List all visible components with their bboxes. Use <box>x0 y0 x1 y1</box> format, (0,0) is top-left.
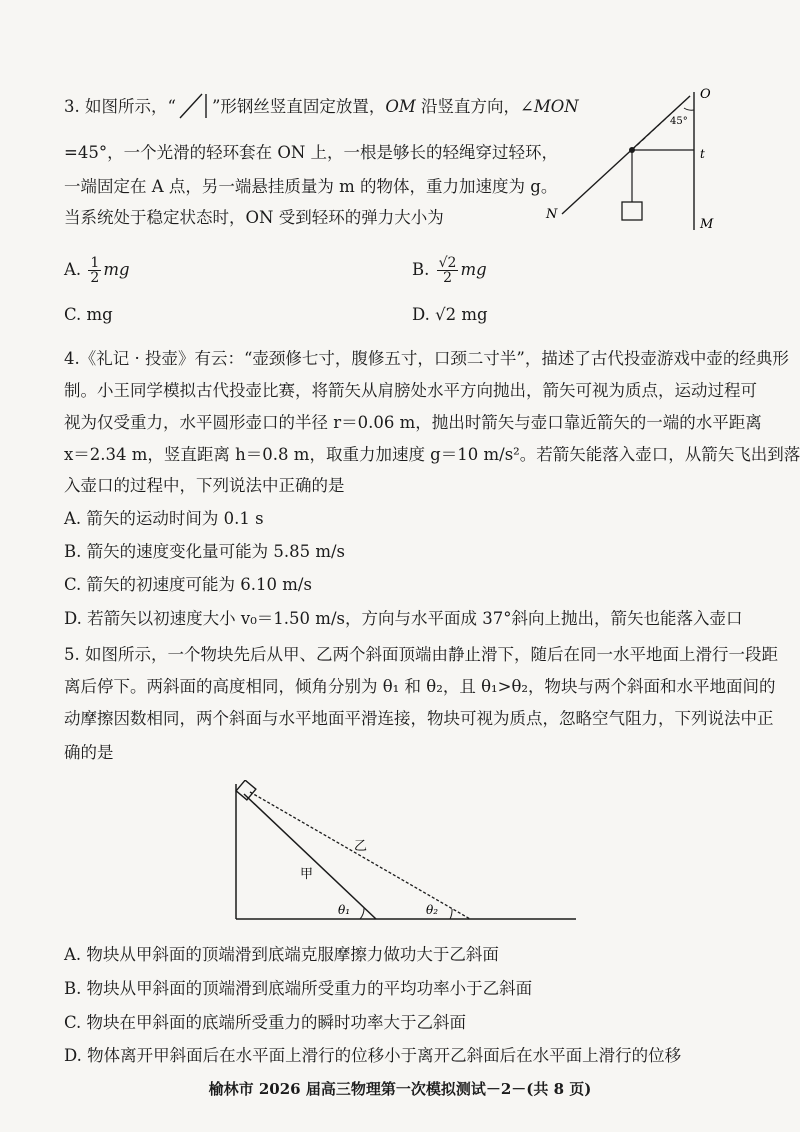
q3-option-a[interactable]: A. $\frac{1}{2}$ mg <box>64 255 130 286</box>
q5-line-3: 动摩擦因数相同，两个斜面与水平地面平滑连接，物块可视为质点，忽略空气阻力，下列说法中正 <box>64 709 774 728</box>
q4-line-1: 4.《礼记 · 投壶》有云：“壶颈修七寸，腹修五寸，口颈二寸半”，描述了古代投壶游戏中壶的经典形 <box>64 349 789 368</box>
q4-line-2: 制。小王同学模拟古代投壶比赛，将箭矢从肩膀处水平方向抛出，箭矢可视为质点，运动过程可 <box>64 381 757 400</box>
q4-line-4: x＝2.34 m，竖直距离 h＝0.8 m，取重力加速度 g＝10 m/s²。若箭矢能落入壶口，从箭矢飞出到落 <box>64 445 800 464</box>
q5-option-d[interactable]: D. 物体离开甲斜面后在水平面上滑行的位移小于离开乙斜面后在水平面上滑行的位移 <box>64 1046 682 1065</box>
theta1-arc <box>360 908 364 919</box>
q3-line-2: =45°，一个光滑的轻环套在 ON 上，一根是够长的轻绳穿过轻环， <box>64 143 559 162</box>
incline-jia <box>244 794 376 919</box>
label-yi: 乙 <box>354 839 368 854</box>
page-footer: 榆林市 2026 届高三物理第一次模拟测试－2－(共 8 页) <box>208 1080 592 1098</box>
label-n: N <box>546 207 558 222</box>
on-rod <box>562 96 690 214</box>
q5-line-1: 5. 如图所示，一个物块先后从甲、乙两个斜面顶端由静止滑下，随后在同一水平地面上滑行一段距 <box>64 645 778 664</box>
label-o: O <box>700 87 711 102</box>
q3-text-mon: MON <box>533 97 579 116</box>
q5-option-b[interactable]: B. 物块从甲斜面的顶端滑到底端所受重力的平均功率小于乙斜面 <box>64 979 533 998</box>
bent-wire-icon <box>176 92 212 120</box>
label-angle: 45° <box>670 116 688 127</box>
q4-option-c[interactable]: C. 箭矢的初速度可能为 6.10 m/s <box>64 575 312 594</box>
angle-arc <box>684 108 694 110</box>
q3-text-a: 3. 如图所示，“ <box>64 97 176 116</box>
q3-text-b: ”形钢丝竖直固定放置， <box>211 97 386 116</box>
q4-option-b[interactable]: B. 箭矢的速度变化量可能为 5.85 m/s <box>64 542 346 561</box>
mass-block <box>622 202 642 220</box>
q3-option-d[interactable]: D. √2 mg <box>412 305 488 324</box>
theta2-arc <box>450 909 452 919</box>
q5-line-2: 离后停下。两斜面的高度相同，倾角分别为 θ₁ 和 θ₂，且 θ₁>θ₂，物块与两个斜面和水平地面间的 <box>64 677 776 696</box>
q3-text-d: 沿竖直方向，∠ <box>415 97 534 116</box>
q3-option-c[interactable]: C. mg <box>64 305 113 324</box>
ring <box>629 147 635 153</box>
label-theta2: θ₂ <box>426 903 439 917</box>
label-m: M <box>700 217 714 232</box>
q4-option-d[interactable]: D. 若箭矢以初速度大小 v₀＝1.50 m/s，方向与水平面成 37°斜向上抛出，箭矢也能落入壶口 <box>64 609 743 628</box>
label-jia: 甲 <box>300 867 314 882</box>
q5-line-4: 确的是 <box>64 743 114 762</box>
q3-figure <box>540 82 720 242</box>
q4-line-3: 视为仅受重力，水平圆形壶口的半径 r＝0.06 m，抛出时箭矢与壶口靠近箭矢的一端的水平距离 <box>64 413 762 432</box>
q3-text-om: OM <box>385 97 416 116</box>
q5-option-c[interactable]: C. 物块在甲斜面的底端所受重力的瞬时功率大于乙斜面 <box>64 1013 467 1032</box>
q3-line-4: 当系统处于稳定状态时，ON 受到轻环的弹力大小为 <box>64 208 444 227</box>
label-t: t <box>700 147 705 161</box>
q3-option-b[interactable]: B. $\frac{√2}{2}$ mg <box>412 255 487 286</box>
q3-line-3: 一端固定在 A 点，另一端悬挂质量为 m 的物体，重力加速度为 g。 <box>64 177 558 196</box>
q3-line-1 <box>64 92 579 120</box>
q4-option-a[interactable]: A. 箭矢的运动时间为 0.1 s <box>64 509 264 528</box>
incline-yi <box>250 792 470 919</box>
q5-figure <box>226 780 586 926</box>
q4-line-5: 入壶口的过程中，下列说法中正确的是 <box>64 476 345 495</box>
label-theta1: θ₁ <box>338 903 351 917</box>
q5-option-a[interactable]: A. 物块从甲斜面的顶端滑到底端克服摩擦力做功大于乙斜面 <box>64 945 499 964</box>
